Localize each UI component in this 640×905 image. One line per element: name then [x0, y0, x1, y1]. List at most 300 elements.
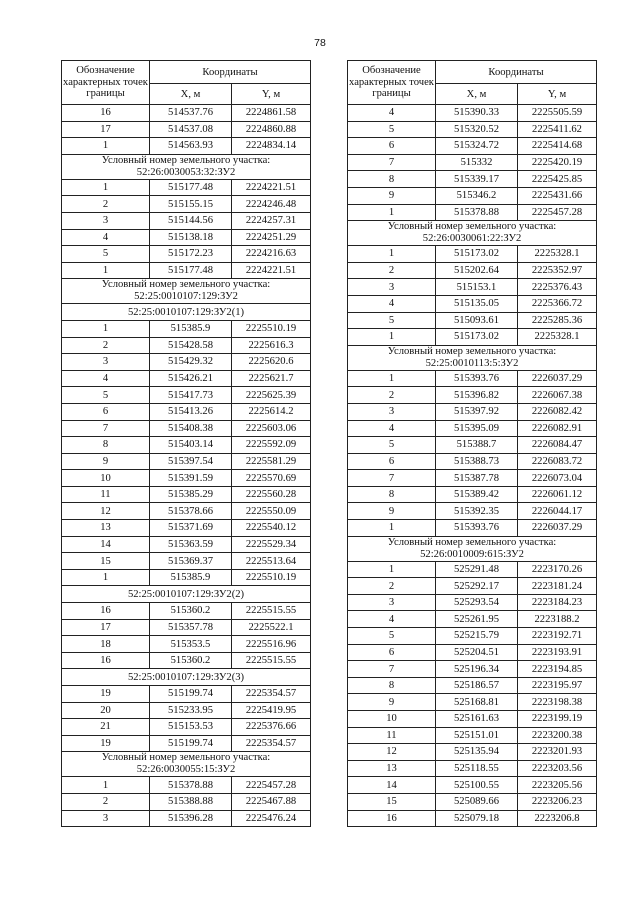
table-row — [348, 204, 597, 221]
y-coordinate-cell: 2225592.09 — [232, 437, 311, 454]
table-row — [62, 520, 311, 537]
point-number-cell: 5 — [348, 628, 436, 645]
y-coordinate-cell: 2225354.57 — [232, 686, 311, 703]
y-coordinate-cell: 2225581.29 — [232, 453, 311, 470]
x-coordinate-cell: 515144.56 — [150, 212, 232, 229]
section-heading-row — [62, 154, 311, 179]
land-plot-number: Условный номер земельного участка: 52:26:0030061:22:ЗУ2 — [348, 221, 597, 246]
table-row — [348, 520, 597, 537]
y-coordinate-cell: 2223181.24 — [518, 578, 597, 595]
point-number-cell: 1 — [348, 370, 436, 387]
x-coordinate-cell: 515199.74 — [150, 735, 232, 752]
table-row — [62, 777, 311, 794]
y-coordinate-cell: 2225522.1 — [232, 619, 311, 636]
x-coordinate-cell: 515428.58 — [150, 337, 232, 354]
x-coordinate-cell: 515391.59 — [150, 470, 232, 487]
table-row — [348, 611, 597, 628]
point-number-cell: 2 — [348, 262, 436, 279]
x-coordinate-cell: 515172.23 — [150, 246, 232, 263]
table-row — [62, 793, 311, 810]
table-row — [348, 453, 597, 470]
table-row — [348, 387, 597, 404]
table-row — [62, 503, 311, 520]
table-row — [62, 603, 311, 620]
point-number-cell: 14 — [348, 777, 436, 794]
point-number-cell: 6 — [348, 138, 436, 155]
table-row — [62, 652, 311, 669]
y-coordinate-cell: 2223206.23 — [518, 793, 597, 810]
x-coordinate-cell: 515363.59 — [150, 536, 232, 553]
point-number-cell: 1 — [62, 320, 150, 337]
y-coordinate-cell: 2225431.66 — [518, 187, 597, 204]
x-coordinate-cell: 525168.81 — [436, 694, 518, 711]
point-number-cell: 2 — [62, 337, 150, 354]
x-coordinate-cell: 515346.2 — [436, 187, 518, 204]
table-row — [62, 337, 311, 354]
table-row — [348, 628, 597, 645]
point-number-cell: 1 — [348, 520, 436, 537]
section-heading-row — [62, 304, 311, 321]
x-coordinate-cell: 515371.69 — [150, 520, 232, 537]
table-row — [348, 403, 597, 420]
y-coordinate-cell: 2225419.95 — [232, 702, 311, 719]
section-heading-row — [62, 279, 311, 304]
table-row — [348, 777, 597, 794]
point-number-cell: 1 — [62, 777, 150, 794]
table-row — [348, 470, 597, 487]
point-number-cell: 8 — [348, 171, 436, 188]
point-number-cell: 5 — [348, 312, 436, 329]
header-coordinates: Координаты — [436, 61, 597, 84]
header-y: Y, м — [232, 84, 311, 105]
x-coordinate-cell: 515357.78 — [150, 619, 232, 636]
point-number-cell: 13 — [62, 520, 150, 537]
x-coordinate-cell: 515173.02 — [436, 329, 518, 346]
x-coordinate-cell: 515417.73 — [150, 387, 232, 404]
land-plot-number: Условный номер земельного участка: 52:26:0030053:32:ЗУ2 — [62, 154, 311, 179]
table-row — [348, 370, 597, 387]
y-coordinate-cell: 2226044.17 — [518, 503, 597, 520]
point-number-cell: 9 — [348, 503, 436, 520]
table-row — [62, 179, 311, 196]
y-coordinate-cell: 2225515.55 — [232, 652, 311, 669]
header-coordinates: Координаты — [150, 61, 311, 84]
y-coordinate-cell: 2225411.62 — [518, 121, 597, 138]
point-number-cell: 2 — [62, 793, 150, 810]
table-row — [348, 578, 597, 595]
y-coordinate-cell: 2225614.2 — [232, 403, 311, 420]
point-number-cell: 1 — [62, 138, 150, 155]
y-coordinate-cell: 2225354.57 — [232, 735, 311, 752]
point-number-cell: 16 — [62, 105, 150, 122]
point-number-cell: 3 — [62, 810, 150, 827]
y-coordinate-cell: 2223170.26 — [518, 561, 597, 578]
x-coordinate-cell: 515177.48 — [150, 262, 232, 279]
x-coordinate-cell: 525089.66 — [436, 793, 518, 810]
section-heading-row — [348, 536, 597, 561]
table-row — [62, 420, 311, 437]
table-row — [62, 569, 311, 586]
table-row — [62, 320, 311, 337]
y-coordinate-cell: 2223198.38 — [518, 694, 597, 711]
y-coordinate-cell: 2225457.28 — [232, 777, 311, 794]
x-coordinate-cell: 515360.2 — [150, 652, 232, 669]
table-row — [62, 719, 311, 736]
x-coordinate-cell: 514537.08 — [150, 121, 232, 138]
section-heading-row — [62, 586, 311, 603]
x-coordinate-cell: 515397.54 — [150, 453, 232, 470]
table-row — [62, 354, 311, 371]
header-x: X, м — [436, 84, 518, 105]
x-coordinate-cell: 515378.88 — [436, 204, 518, 221]
point-number-cell: 16 — [348, 810, 436, 827]
y-coordinate-cell: 2225425.85 — [518, 171, 597, 188]
y-coordinate-cell: 2225414.68 — [518, 138, 597, 155]
y-coordinate-cell: 2224257.31 — [232, 212, 311, 229]
table-row — [348, 727, 597, 744]
land-plot-number: Условный номер земельного участка: 52:25:0010113:5:ЗУ2 — [348, 345, 597, 370]
point-number-cell: 3 — [348, 279, 436, 296]
y-coordinate-cell: 2223184.23 — [518, 594, 597, 611]
point-number-cell: 2 — [62, 196, 150, 213]
point-number-cell: 7 — [62, 420, 150, 437]
point-number-cell: 5 — [348, 121, 436, 138]
y-coordinate-cell: 2225376.66 — [232, 719, 311, 736]
header-x: X, м — [150, 84, 232, 105]
point-number-cell: 1 — [348, 204, 436, 221]
x-coordinate-cell: 515177.48 — [150, 179, 232, 196]
point-number-cell: 17 — [62, 121, 150, 138]
table-row — [348, 561, 597, 578]
y-coordinate-cell: 2224861.58 — [232, 105, 311, 122]
point-number-cell: 1 — [348, 329, 436, 346]
x-coordinate-cell: 525100.55 — [436, 777, 518, 794]
x-coordinate-cell: 515153.1 — [436, 279, 518, 296]
y-coordinate-cell: 2225550.09 — [232, 503, 311, 520]
x-coordinate-cell: 515392.35 — [436, 503, 518, 520]
coordinates-table-left — [61, 60, 311, 827]
x-coordinate-cell: 515138.18 — [150, 229, 232, 246]
x-coordinate-cell: 515360.2 — [150, 603, 232, 620]
point-number-cell: 17 — [62, 619, 150, 636]
land-plot-number: 52:25:0010107:129:ЗУ2(3) — [62, 669, 311, 686]
x-coordinate-cell: 515403.14 — [150, 437, 232, 454]
table-row — [348, 121, 597, 138]
land-plot-number: Условный номер земельного участка: 52:25:0010107:129:ЗУ2 — [62, 279, 311, 304]
point-number-cell: 4 — [348, 105, 436, 122]
point-number-cell: 9 — [62, 453, 150, 470]
x-coordinate-cell: 525204.51 — [436, 644, 518, 661]
y-coordinate-cell: 2224246.48 — [232, 196, 311, 213]
table-row — [348, 246, 597, 263]
y-coordinate-cell: 2223201.93 — [518, 744, 597, 761]
table-row — [62, 810, 311, 827]
table-row — [62, 536, 311, 553]
y-coordinate-cell: 2223192.71 — [518, 628, 597, 645]
table-row — [348, 810, 597, 827]
y-coordinate-cell: 2225376.43 — [518, 279, 597, 296]
x-coordinate-cell: 515173.02 — [436, 246, 518, 263]
table-row — [348, 661, 597, 678]
y-coordinate-cell: 2225516.96 — [232, 636, 311, 653]
y-coordinate-cell: 2226037.29 — [518, 520, 597, 537]
y-coordinate-cell: 2226067.38 — [518, 387, 597, 404]
point-number-cell: 15 — [348, 793, 436, 810]
x-coordinate-cell: 515202.64 — [436, 262, 518, 279]
y-coordinate-cell: 2223199.19 — [518, 711, 597, 728]
table-row — [348, 105, 597, 122]
x-coordinate-cell: 515153.53 — [150, 719, 232, 736]
x-coordinate-cell: 515413.26 — [150, 403, 232, 420]
y-coordinate-cell: 2225603.06 — [232, 420, 311, 437]
y-coordinate-cell: 2225540.12 — [232, 520, 311, 537]
point-number-cell: 4 — [348, 295, 436, 312]
y-coordinate-cell: 2225505.59 — [518, 105, 597, 122]
y-coordinate-cell: 2224216.63 — [232, 246, 311, 263]
point-number-cell: 6 — [62, 403, 150, 420]
header-designation: Обозначение характерных точек границы — [348, 61, 436, 105]
section-heading-row — [348, 221, 597, 246]
point-number-cell: 6 — [348, 644, 436, 661]
x-coordinate-cell: 515395.09 — [436, 420, 518, 437]
x-coordinate-cell: 515385.9 — [150, 569, 232, 586]
point-number-cell: 10 — [62, 470, 150, 487]
point-number-cell: 1 — [62, 569, 150, 586]
y-coordinate-cell: 2226084.47 — [518, 437, 597, 454]
table-row — [348, 760, 597, 777]
page-number: 78 — [314, 37, 326, 49]
table-row — [62, 553, 311, 570]
table-row — [62, 196, 311, 213]
point-number-cell: 9 — [348, 187, 436, 204]
x-coordinate-cell: 515408.38 — [150, 420, 232, 437]
header-y: Y, м — [518, 84, 597, 105]
y-coordinate-cell: 2225616.3 — [232, 337, 311, 354]
x-coordinate-cell: 515369.37 — [150, 553, 232, 570]
x-coordinate-cell: 525161.63 — [436, 711, 518, 728]
y-coordinate-cell: 2224860.88 — [232, 121, 311, 138]
x-coordinate-cell: 515339.17 — [436, 171, 518, 188]
table-row — [348, 171, 597, 188]
x-coordinate-cell: 515396.82 — [436, 387, 518, 404]
x-coordinate-cell: 515135.05 — [436, 295, 518, 312]
table-row — [62, 262, 311, 279]
y-coordinate-cell: 2225476.24 — [232, 810, 311, 827]
point-number-cell: 1 — [62, 179, 150, 196]
y-coordinate-cell: 2225366.72 — [518, 295, 597, 312]
point-number-cell: 12 — [348, 744, 436, 761]
y-coordinate-cell: 2225510.19 — [232, 569, 311, 586]
table-row — [62, 486, 311, 503]
point-number-cell: 15 — [62, 553, 150, 570]
y-coordinate-cell: 2225570.69 — [232, 470, 311, 487]
x-coordinate-cell: 515353.5 — [150, 636, 232, 653]
point-number-cell: 19 — [62, 686, 150, 703]
x-coordinate-cell: 525196.34 — [436, 661, 518, 678]
table-row — [348, 262, 597, 279]
x-coordinate-cell: 514563.93 — [150, 138, 232, 155]
y-coordinate-cell: 2225513.64 — [232, 553, 311, 570]
land-plot-number: Условный номер земельного участка: 52:26:0010009:615:ЗУ2 — [348, 536, 597, 561]
land-plot-number: 52:25:0010107:129:ЗУ2(2) — [62, 586, 311, 603]
table-row — [348, 295, 597, 312]
table-row — [348, 486, 597, 503]
y-coordinate-cell: 2223203.56 — [518, 760, 597, 777]
point-number-cell: 20 — [62, 702, 150, 719]
point-number-cell: 16 — [62, 603, 150, 620]
point-number-cell: 12 — [62, 503, 150, 520]
y-coordinate-cell: 2226082.42 — [518, 403, 597, 420]
table-row — [62, 470, 311, 487]
point-number-cell: 2 — [348, 387, 436, 404]
table-row — [348, 594, 597, 611]
y-coordinate-cell: 2225352.97 — [518, 262, 597, 279]
table-row — [348, 279, 597, 296]
y-coordinate-cell: 2224251.29 — [232, 229, 311, 246]
x-coordinate-cell: 515233.95 — [150, 702, 232, 719]
point-number-cell: 1 — [348, 246, 436, 263]
point-number-cell: 5 — [348, 437, 436, 454]
table-row — [62, 229, 311, 246]
y-coordinate-cell: 2225529.34 — [232, 536, 311, 553]
table-row — [62, 387, 311, 404]
table-row — [348, 711, 597, 728]
x-coordinate-cell: 515389.42 — [436, 486, 518, 503]
y-coordinate-cell: 2223200.38 — [518, 727, 597, 744]
y-coordinate-cell: 2226082.91 — [518, 420, 597, 437]
x-coordinate-cell: 515388.7 — [436, 437, 518, 454]
y-coordinate-cell: 2225328.1 — [518, 246, 597, 263]
x-coordinate-cell: 515385.9 — [150, 320, 232, 337]
point-number-cell: 7 — [348, 661, 436, 678]
y-coordinate-cell: 2225620.6 — [232, 354, 311, 371]
point-number-cell: 21 — [62, 719, 150, 736]
y-coordinate-cell: 2223195.97 — [518, 677, 597, 694]
y-coordinate-cell: 2225328.1 — [518, 329, 597, 346]
x-coordinate-cell: 525186.57 — [436, 677, 518, 694]
table-row — [62, 619, 311, 636]
point-number-cell: 2 — [348, 578, 436, 595]
point-number-cell: 10 — [348, 711, 436, 728]
y-coordinate-cell: 2225510.19 — [232, 320, 311, 337]
x-coordinate-cell: 515397.92 — [436, 403, 518, 420]
point-number-cell: 5 — [62, 387, 150, 404]
point-number-cell: 14 — [62, 536, 150, 553]
point-number-cell: 3 — [62, 354, 150, 371]
y-coordinate-cell: 2226073.04 — [518, 470, 597, 487]
point-number-cell: 11 — [348, 727, 436, 744]
point-number-cell: 6 — [348, 453, 436, 470]
table-row — [348, 503, 597, 520]
table-row — [62, 212, 311, 229]
y-coordinate-cell: 2225457.28 — [518, 204, 597, 221]
table-row — [62, 702, 311, 719]
x-coordinate-cell: 525215.79 — [436, 628, 518, 645]
x-coordinate-cell: 525079.18 — [436, 810, 518, 827]
point-number-cell: 19 — [62, 735, 150, 752]
point-number-cell: 4 — [348, 611, 436, 628]
x-coordinate-cell: 515155.15 — [150, 196, 232, 213]
table-row — [62, 735, 311, 752]
y-coordinate-cell: 2225621.7 — [232, 370, 311, 387]
section-heading-row — [62, 669, 311, 686]
point-number-cell: 3 — [348, 594, 436, 611]
point-number-cell: 5 — [62, 246, 150, 263]
y-coordinate-cell: 2225515.55 — [232, 603, 311, 620]
x-coordinate-cell: 515388.88 — [150, 793, 232, 810]
point-number-cell: 8 — [348, 486, 436, 503]
point-number-cell: 1 — [348, 561, 436, 578]
land-plot-number: 52:25:0010107:129:ЗУ2(1) — [62, 304, 311, 321]
table-row — [348, 677, 597, 694]
x-coordinate-cell: 515199.74 — [150, 686, 232, 703]
table-row — [62, 437, 311, 454]
point-number-cell: 9 — [348, 694, 436, 711]
point-number-cell: 7 — [348, 470, 436, 487]
x-coordinate-cell: 525118.55 — [436, 760, 518, 777]
point-number-cell: 3 — [348, 403, 436, 420]
point-number-cell: 3 — [62, 212, 150, 229]
y-coordinate-cell: 2224221.51 — [232, 179, 311, 196]
x-coordinate-cell: 515385.29 — [150, 486, 232, 503]
y-coordinate-cell: 2223194.85 — [518, 661, 597, 678]
x-coordinate-cell: 525291.48 — [436, 561, 518, 578]
table-row — [348, 138, 597, 155]
land-plot-number: Условный номер земельного участка: 52:26:0030055:15:ЗУ2 — [62, 752, 311, 777]
point-number-cell: 4 — [62, 370, 150, 387]
table-row — [62, 453, 311, 470]
y-coordinate-cell: 2226083.72 — [518, 453, 597, 470]
table-row — [348, 793, 597, 810]
x-coordinate-cell: 515429.32 — [150, 354, 232, 371]
x-coordinate-cell: 515093.61 — [436, 312, 518, 329]
y-coordinate-cell: 2225420.19 — [518, 154, 597, 171]
table-row — [62, 105, 311, 122]
table-row — [348, 437, 597, 454]
point-number-cell: 11 — [62, 486, 150, 503]
x-coordinate-cell: 515396.28 — [150, 810, 232, 827]
y-coordinate-cell: 2223188.2 — [518, 611, 597, 628]
x-coordinate-cell: 515388.73 — [436, 453, 518, 470]
x-coordinate-cell: 525135.94 — [436, 744, 518, 761]
y-coordinate-cell: 2223205.56 — [518, 777, 597, 794]
y-coordinate-cell: 2224834.14 — [232, 138, 311, 155]
table-row — [62, 686, 311, 703]
x-coordinate-cell: 515393.76 — [436, 370, 518, 387]
y-coordinate-cell: 2225560.28 — [232, 486, 311, 503]
table-row — [348, 644, 597, 661]
x-coordinate-cell: 514537.76 — [150, 105, 232, 122]
table-row — [348, 154, 597, 171]
table-row — [62, 403, 311, 420]
x-coordinate-cell: 525292.17 — [436, 578, 518, 595]
y-coordinate-cell: 2225625.39 — [232, 387, 311, 404]
x-coordinate-cell: 515390.33 — [436, 105, 518, 122]
x-coordinate-cell: 515378.66 — [150, 503, 232, 520]
y-coordinate-cell: 2223206.8 — [518, 810, 597, 827]
point-number-cell: 4 — [348, 420, 436, 437]
table-row — [62, 636, 311, 653]
y-coordinate-cell: 2224221.51 — [232, 262, 311, 279]
x-coordinate-cell: 515332 — [436, 154, 518, 171]
y-coordinate-cell: 2223193.91 — [518, 644, 597, 661]
table-row — [62, 370, 311, 387]
point-number-cell: 7 — [348, 154, 436, 171]
x-coordinate-cell: 525261.95 — [436, 611, 518, 628]
x-coordinate-cell: 515324.72 — [436, 138, 518, 155]
table-row — [348, 420, 597, 437]
table-row — [62, 246, 311, 263]
